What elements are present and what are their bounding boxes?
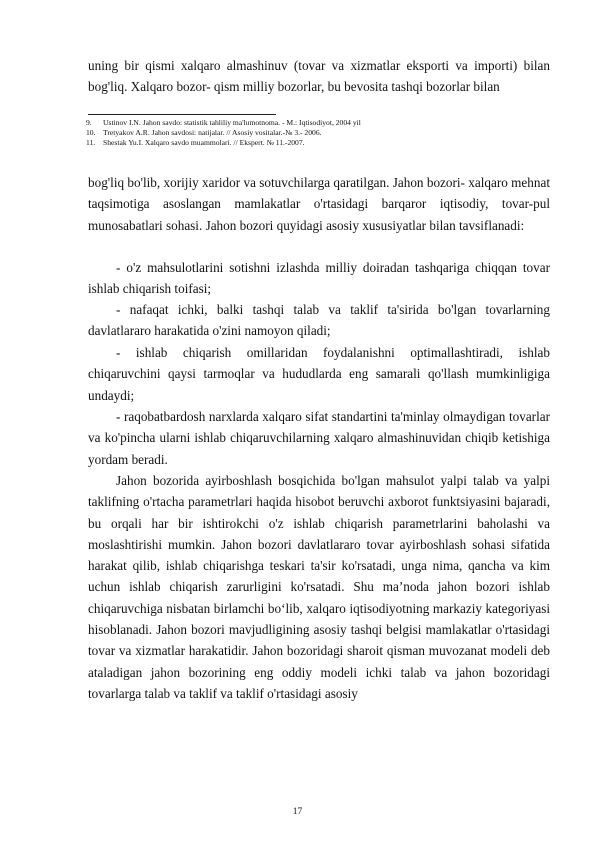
footnote-separator bbox=[88, 114, 276, 115]
footnote-number: 10. bbox=[86, 128, 96, 137]
page-number: 17 bbox=[292, 807, 303, 817]
paragraph-feature-1: - o'z mahsulotlarini sotishni izlashda milliy doiradan tashqariga chiqqan tovar ishlab chiqarish toifasi; bbox=[88, 260, 550, 297]
paragraph-feature-4: - raqobatbardosh narxlarda xalqaro sifat standartini ta'minlay olmaydigan tovarlar va ko'pincha ularni ishlab chiqaruvchilarning xalqaro almashinuvidan chiqib ketishiga yordam beradi. bbox=[88, 409, 550, 467]
paragraph-feature-3: - ishlab chiqarish omillaridan foydalanishni optimallashtiradi, ishlab chiqaruvchini qaysi tarmoqlar va hududlarda eng samarali qo'llash mumkinligiga undaydi; bbox=[88, 345, 550, 403]
intro-paragraph: uning bir qismi xalqaro almashinuv (tovar va xizmatlar eksporti va importi) bilan bog'liq. Xalqaro bozor- qism milliy bozorlar, bu bevosita tashqi bozorlar bilan bbox=[88, 58, 550, 95]
paragraph-world-market-function: Jahon bozorida ayirboshlash bosqichida bo'lgan mahsulot yalpi talab va yalpi taklifning o'rtacha parametrlari haqida hisobot beruvchi axborot funktsiyasini bajaradi, bu orqali har bir ishtirokchi o'z ishlab chiqarish parametrlarini baholashi va moslashtirishi mumkin. Jahon bozori davlatlararo tovar ayirboshlash sohasi sifatida harakat qilib, ishlab chiqarishga teskari ta'sir ko'rsatadi, unga nima, qancha va kim uchun ishlab chiqarish zarurligini ko'rsatadi. Shu ma’noda jahon bozori ishlab chiqaruvchiga nisbatan birlamchi bo‘lib, xalqaro iqtisodiyotning markaziy kategoriyasi hisoblanadi. Jahon bozori mavjudligining asosiy tashqi belgisi mamlakatlar o'rtasidagi tovar va xizmatlar harakatidir. Jahon bozoridagi sharoit qisman muvozanat modeli deb ataladigan jahon bozorining eng oddiy modeli ichki talab va jahon bozoridagi tovarlarga talab va taklif va taklif o'rtasidagi asosiy bbox=[88, 473, 550, 701]
footnote-10 bbox=[86, 128, 322, 138]
footnote-number: 9. bbox=[86, 118, 92, 127]
footnote-text: Tretyakov A.R. Jahon savdosi: natijalar. // Asosiy vositalar.-№ 3.- 2006. bbox=[103, 128, 322, 137]
paragraph-feature-2: - nafaqat ichki, balki tashqi talab va taklif ta'sirida bo'lgan tovarlarning davlatlararo harakatida o'zini namoyon qiladi; bbox=[88, 302, 550, 339]
paragraph-market-definition: bog'liq bo'lib, xorijiy xaridor va sotuvchilarga qaratilgan. Jahon bozori- xalqaro mehnat taqsimotiga asoslangan mamlakatlar o'rtasidagi barqaror iqtisodiy, tovar-pul munosabatlari sohasi. Jahon bozori quyidagi asosiy xususiyatlar bilan tavsiflanadi: bbox=[88, 175, 550, 233]
footnote-9 bbox=[86, 118, 361, 128]
footnote-text: Ustinov I.N. Jahon savdo: statistik tahliliy ma'lumotnoma. - M.: Iqtisodiyot, 2004 yil bbox=[103, 118, 361, 127]
footnote-number: 11. bbox=[86, 138, 96, 147]
footnote-text: Shestak Yu.I. Xalqaro savdo muammolari. // Ekspert. № 11.-2007. bbox=[103, 138, 305, 147]
footnote-11 bbox=[86, 138, 305, 148]
